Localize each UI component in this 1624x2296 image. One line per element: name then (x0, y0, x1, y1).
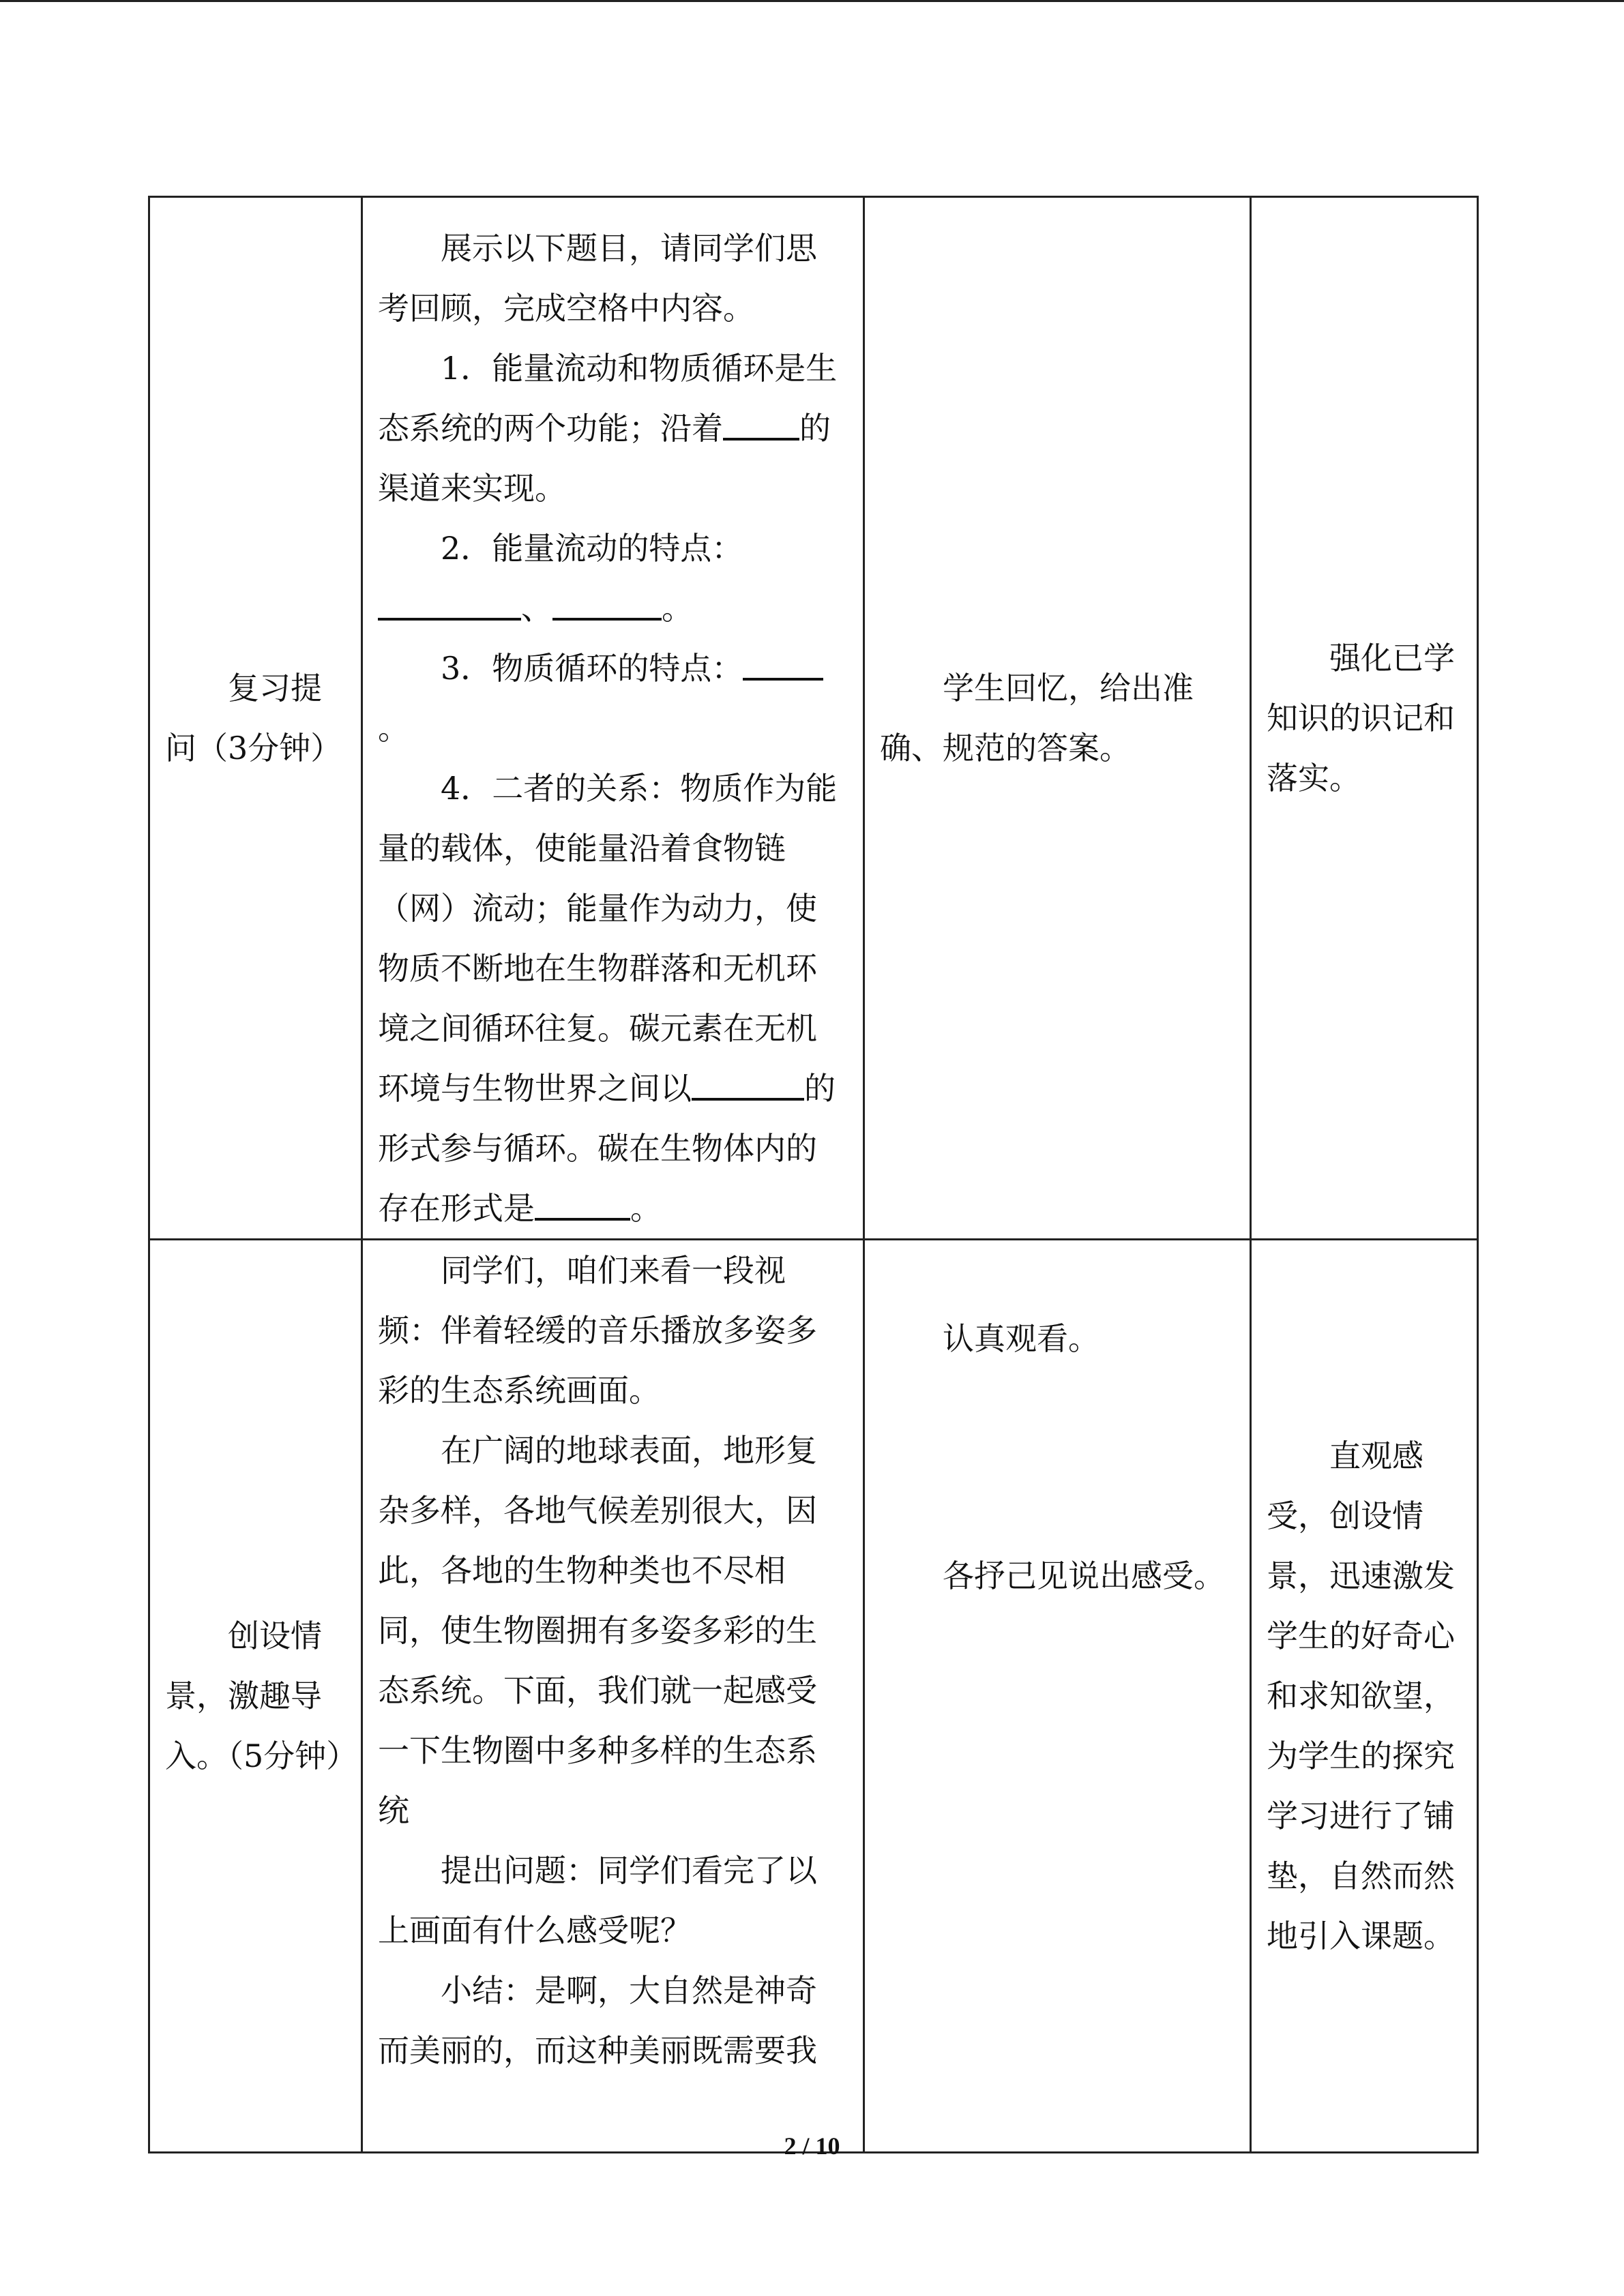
teacher-activity-cell (362, 197, 864, 1240)
stage-cell (149, 197, 362, 1240)
teacher-activity-cell (362, 1240, 864, 2153)
question-text: 的渠道来实现。 (378, 410, 831, 507)
question-text: 。 (630, 1190, 662, 1227)
teacher-paragraph (378, 338, 848, 518)
question-text: 。 (378, 710, 409, 747)
question-text: 。 (662, 590, 693, 627)
lesson-plan-table (148, 196, 1479, 2153)
question-text: 4．二者的关系：物质作为能量的载体，使能量沿着食物链（网）流动；能量作为动力，使物质不断地在生物群落和无机环境之间循环往复。碳元素在无机环境与生物世界之间以 (378, 770, 838, 1107)
separator-text: 、 (521, 590, 552, 627)
stage-label: 复习提问（3分钟） (165, 670, 342, 766)
question-text: 的形式参与循环。碳在生物体内的存在形式是 (378, 1070, 836, 1227)
answer-blank (552, 591, 662, 621)
answer-blank (378, 591, 521, 621)
student-activity-text: 学生回忆，给出准确、规范的答案。 (880, 670, 1194, 766)
question-text: 3．物质循环的特点： (441, 650, 743, 687)
table-row-review (149, 197, 1478, 1240)
student-activity-text: 认真观看。 (943, 1320, 1099, 1357)
teacher-paragraph (378, 758, 848, 1238)
question-text: 2．能量流动的特点： (441, 530, 743, 567)
answer-blank (692, 1071, 804, 1101)
teacher-paragraph: 展示以下题目，请同学们思考回顾，完成空格中内容。 (378, 230, 817, 327)
answer-blank (743, 651, 823, 681)
teacher-paragraph (378, 518, 848, 638)
student-activity-cell (864, 197, 1251, 1240)
top-border-line (0, 0, 1624, 2)
teacher-paragraph: 在广阔的地球表面，地形复杂多样，各地气候差别很大，因此，各地的生物种类也不尽相同，使生物圈拥有多姿多彩的生态系统。下面，我们就一起感受一下生物圈中多种多样的生态系统 (378, 1432, 817, 1829)
design-intent-text: 直观感受，创设情景，迅速激发学生的好奇心和求知欲望，为学生的探究学习进行了铺垫，自然而然地引入课题。 (1267, 1437, 1455, 1954)
student-activity-text: 各抒己见说出感受。 (943, 1557, 1225, 1594)
teacher-paragraph (378, 638, 848, 758)
design-intent-cell (1251, 197, 1478, 1240)
teacher-paragraph: 提出问题：同学们看完了以上画面有什么感受呢？ (378, 1852, 817, 1949)
page-number: 2 / 10 (784, 2132, 840, 2160)
spacer (880, 1369, 1235, 1546)
teacher-paragraph: 小结：是啊，大自然是神奇而美丽的，而这种美丽既需要我 (378, 1972, 817, 2069)
question-text: 1．能量流动和物质循环是生态系统的两个功能；沿着 (378, 350, 838, 447)
table-row-introduction (149, 1240, 1478, 2153)
stage-label: 创设情景，激趣导入。（5分钟） (165, 1617, 358, 1774)
student-activity-cell (864, 1240, 1251, 2153)
design-intent-cell (1251, 1240, 1478, 2153)
answer-blank (723, 411, 799, 441)
teacher-paragraph: 同学们，咱们来看一段视频：伴着轻缓的音乐播放多姿多彩的生态系统画面。 (378, 1252, 817, 1409)
stage-cell (149, 1240, 362, 2153)
design-intent-text: 强化已学知识的识记和落实。 (1267, 640, 1455, 796)
answer-blank (535, 1191, 630, 1221)
